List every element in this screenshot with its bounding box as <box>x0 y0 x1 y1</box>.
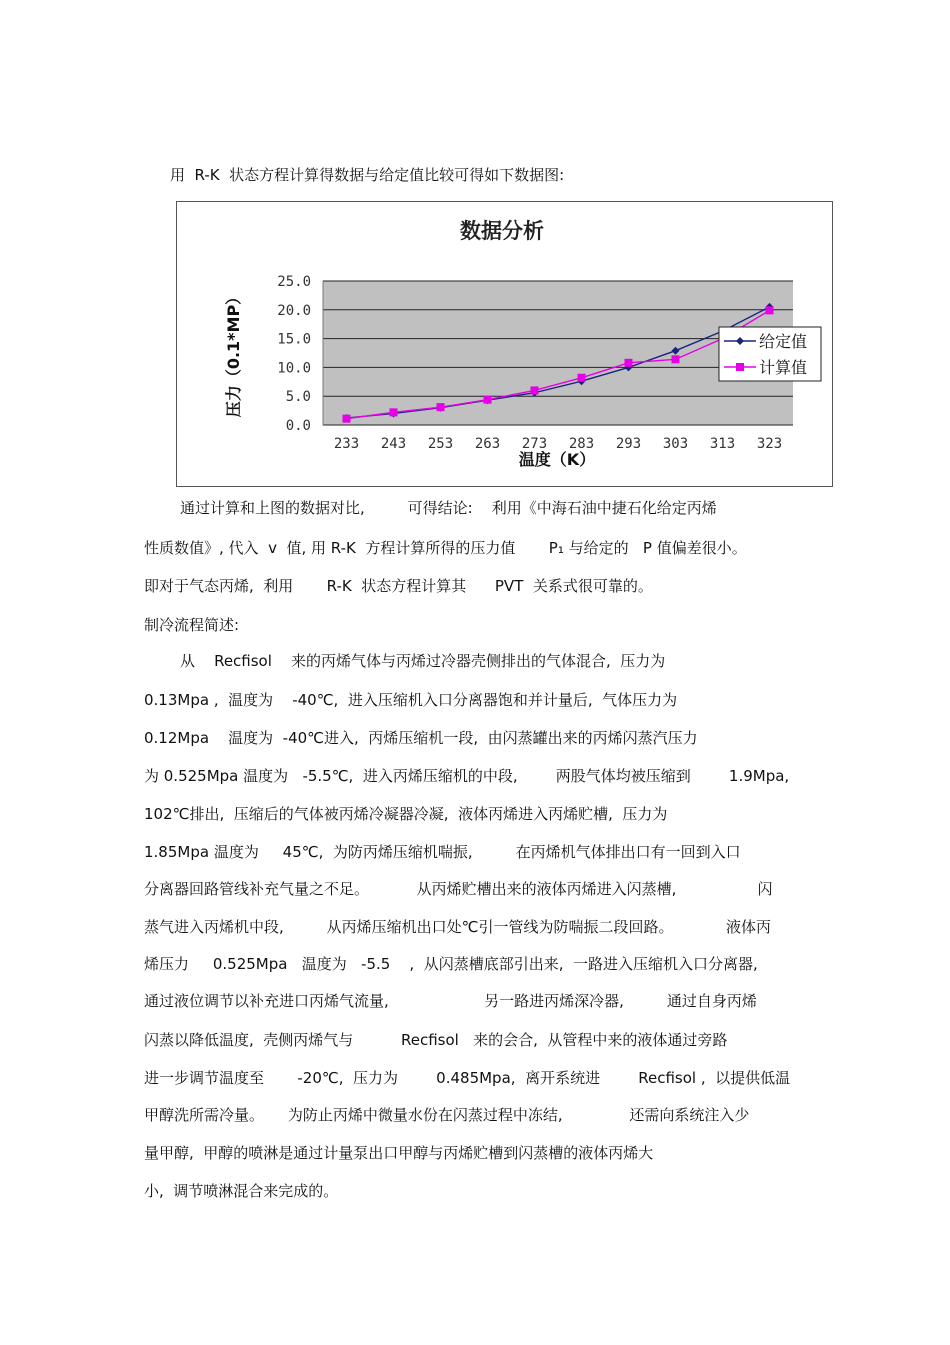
y-axis-label: 压力（0.1*MP） <box>224 288 243 418</box>
body-text-line: 从 Recfisol 来的丙烯气体与丙烯过冷器壳侧排出的气体混合, 压力为 <box>180 652 666 670</box>
body-text-line: 为 0.525Mpa 温度为 -5.5℃, 进入丙烯压缩机的中段, 两股气体均被压缩到 1.9Mpa, <box>144 767 790 785</box>
body-text-line: 0.13Mpa , 温度为 -40℃, 进入压缩机入口分离器饱和并计量后, 气体压力为 <box>144 691 678 709</box>
body-text-line: 烯压力 0.525Mpa 温度为 -5.5 , 从闪蒸槽底部引出来, 一路进入压缩机入口分离器, <box>144 955 758 973</box>
intro-text: 用 R-K 状态方程计算得数据与给定值比较可得如下数据图: <box>170 166 565 184</box>
legend-marker-square <box>736 363 744 371</box>
x-tick-label: 283 <box>568 436 595 452</box>
plot-area <box>277 274 793 452</box>
x-tick-label: 303 <box>662 436 689 452</box>
body-text-line: 1.85Mpa 温度为 45℃, 为防丙烯压缩机喘振, 在丙烯机气体排出口有一回到入口 <box>144 843 741 861</box>
chart-title: 数据分析 <box>460 219 544 243</box>
data-point-square <box>390 408 398 416</box>
body-text-line: 即对于气态丙烯, 利用 R-K 状态方程计算其 PVT 关系式很可靠的。 <box>144 577 653 595</box>
y-tick-label: 0.0 <box>285 418 311 434</box>
data-point-square <box>531 386 539 394</box>
body-text-line: 0.12Mpa 温度为 -40℃进入, 丙烯压缩机一段, 由闪蒸罐出来的丙烯闪蒸汽压力 <box>144 729 698 747</box>
data-point-square <box>578 374 586 382</box>
chart-frame <box>176 201 833 487</box>
body-text-line: 102℃排出, 压缩后的气体被丙烯冷凝器冷凝, 液体丙烯进入丙烯贮槽, 压力为 <box>144 805 668 823</box>
body-text-line: 性质数值》, 代入 v 值, 用 R-K 方程计算所得的压力值 P₁ 与给定的 P 值偏差很小。 <box>144 539 747 557</box>
x-tick-label: 273 <box>521 436 548 452</box>
data-point-square <box>766 306 774 314</box>
body-text-line: 小, 调节喷淋混合来完成的。 <box>144 1182 339 1200</box>
legend-label: 计算值 <box>759 358 808 377</box>
body-text-line: 通过计算和上图的数据对比, 可得结论: 利用《中海石油中捷石化给定丙烯 <box>180 499 717 517</box>
body-text-line: 通过液位调节以补充进口丙烯气流量, 另一路进丙烯深冷器, 通过自身丙烯 <box>144 992 757 1010</box>
data-point-square <box>437 403 445 411</box>
x-tick-label: 293 <box>615 436 642 452</box>
legend-label: 给定值 <box>759 332 808 351</box>
data-point-square <box>343 415 351 423</box>
x-tick-label: 323 <box>756 436 783 452</box>
body-text-line: 蒸气进入丙烯机中段, 从丙烯压缩机出口处℃引一管线为防喘振二段回路。 液体丙 <box>144 918 771 936</box>
body-text-line: 量甲醇, 甲醇的喷淋是通过计量泵出口甲醇与丙烯贮槽到闪蒸槽的液体丙烯大 <box>144 1144 654 1162</box>
y-tick-label: 20.0 <box>277 302 311 319</box>
data-point-square <box>672 355 680 363</box>
body-text-line: 制冷流程简述: <box>144 616 240 634</box>
x-tick-label: 263 <box>474 436 501 452</box>
body-text-line: 分离器回路管线补充气量之不足。 从丙烯贮槽出来的液体丙烯进入闪蒸槽, 闪 <box>144 880 773 898</box>
body-text-line: 进一步调节温度至 -20℃, 压力为 0.485Mpa, 离开系统进 Recfisol , 以提供低温 <box>144 1069 791 1087</box>
chart-legend <box>719 327 821 381</box>
y-tick-label: 15.0 <box>277 331 311 348</box>
x-tick-label: 313 <box>709 436 736 452</box>
x-tick-label: 243 <box>380 436 407 452</box>
body-text-line: 闪蒸以降低温度, 壳侧丙烯气与 Recfisol 来的会合, 从管程中来的液体通过旁路 <box>144 1031 728 1049</box>
data-point-square <box>484 396 492 404</box>
x-tick-label: 253 <box>427 436 454 452</box>
x-tick-label: 233 <box>333 436 360 452</box>
y-tick-label: 10.0 <box>277 360 311 377</box>
y-tick-label: 25.0 <box>277 274 311 290</box>
data-analysis-chart <box>177 202 832 486</box>
y-tick-label: 5.0 <box>285 389 311 406</box>
body-text-line: 甲醇洗所需冷量。 为防止丙烯中微量水份在闪蒸过程中冻结, 还需向系统注入少 <box>144 1106 750 1124</box>
x-axis-label: 温度（K） <box>518 450 596 469</box>
data-point-square <box>625 359 633 367</box>
